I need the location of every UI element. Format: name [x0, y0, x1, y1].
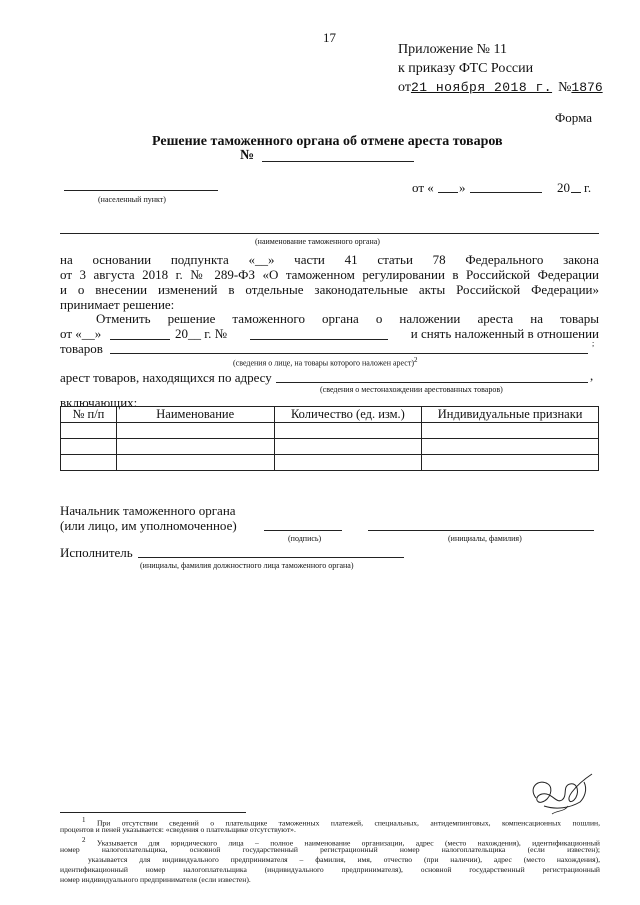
footnote-2-line3: указывается для индивидуального предпринимателя – фамилия, имя, отчество (при наличии), адрес (место нахождения), [88, 855, 600, 864]
word: на [530, 311, 543, 326]
place-line [64, 190, 218, 191]
location-caption: (сведения о местонахождении арестованных товаров) [320, 385, 503, 394]
footnote-2-line2: номер налогоплательщика, основной государственный регистрационный номер налогоплательщика (если известен); [60, 845, 600, 854]
table-cell[interactable] [422, 439, 599, 455]
appendix-line2: к приказу ФТС России [398, 61, 534, 76]
appendix-num-sign: № [558, 80, 572, 95]
person-caption-text: (сведения о лице, на товары которого наложен арест) [233, 358, 414, 368]
date-g: г. [584, 180, 592, 195]
order-number: 1876 [571, 80, 603, 95]
word: основании [92, 252, 152, 267]
place-caption: (населенный пункт) [98, 195, 166, 204]
appendix-line1: Приложение № 11 [398, 42, 507, 57]
table-row [61, 439, 599, 455]
date-day-line [438, 192, 458, 193]
executor-caption: (инициалы, фамилия должностного лица таможенного органа) [140, 561, 354, 570]
word: части [294, 252, 325, 267]
title-number-line [262, 161, 414, 162]
form-label: Форма [555, 110, 592, 125]
chief-line-2: (или лицо, им уполномоченное) [60, 518, 237, 533]
date-from: от « [412, 180, 434, 195]
location-comma: , [590, 368, 594, 383]
signature-caption: (подпись) [288, 534, 322, 543]
footnote-1-text: При отсутствии сведений о плательщике таможенных платежей, специальных, антидемпинговых, компенсационных пошлин, [96, 818, 600, 828]
table-cell[interactable] [61, 423, 117, 439]
table-header-row [61, 407, 599, 423]
word: Федерального [465, 252, 544, 267]
handwritten-signature [522, 770, 602, 820]
chief-line-1: Начальник таможенного органа [60, 503, 236, 518]
word: ареста [477, 311, 514, 326]
body-line-2: от 3 августа 2018 г. № 289-ФЗ «О таможенном регулировании в Российской Федерации [60, 267, 599, 282]
goods-word: товаров [60, 341, 103, 356]
decision-remove-text: и снять наложенный в отношении [410, 326, 599, 341]
table-cell[interactable] [422, 455, 599, 471]
word: закона [563, 252, 599, 267]
decision-number-line [250, 339, 388, 340]
footnote-2-line5: номер индивидуального предпринимателя (если известен). [60, 875, 251, 884]
executor-label: Исполнитель [60, 545, 133, 560]
word: на [60, 252, 73, 267]
semicolon: ; [592, 339, 595, 348]
decision-date-prefix: от «__» [60, 326, 102, 341]
word: 78 [432, 252, 446, 267]
date-year-line [571, 192, 581, 193]
table-cell[interactable] [61, 439, 117, 455]
goods-table [60, 406, 599, 471]
header-name: Наименование [116, 407, 274, 423]
header-features: Индивидуальные признаки [422, 407, 599, 423]
table-cell[interactable] [274, 439, 422, 455]
title-number-sign: № [240, 148, 255, 163]
table-row [61, 423, 599, 439]
word: органа [321, 311, 359, 326]
body-line-4: принимает решение: [60, 297, 175, 312]
authority-caption: (наименование таможенного органа) [255, 237, 380, 246]
table-cell[interactable] [61, 455, 117, 471]
table-cell[interactable] [422, 423, 599, 439]
authority-line [60, 233, 599, 234]
word: статьи [377, 252, 413, 267]
word: о [375, 311, 383, 326]
arrest-text: арест товаров, находящихся по адресу [60, 370, 272, 385]
date-year: 20 [557, 180, 570, 195]
body-line-1 [60, 252, 599, 268]
footnote-2-number: 2 [82, 836, 86, 844]
word: Отменить [96, 311, 151, 326]
document-title: Решение таможенного органа об отмене ареста товаров [152, 134, 503, 149]
header-number: № п/п [61, 407, 117, 423]
footnote-2-line4: идентификационный номер налогоплательщика (индивидуального предпринимателя), основной государственный регистрационный [60, 865, 600, 874]
footnote-1-line2: процентов и пеней указывается: «сведения о плательщике отсутствуют». [60, 825, 296, 834]
person-footnote-ref: 2 [414, 356, 418, 364]
appendix-from: от [398, 80, 411, 95]
initials-line [368, 530, 594, 531]
decision-month-line [110, 339, 170, 340]
word: подпункта [170, 252, 229, 267]
footnote-separator [60, 812, 246, 813]
date-quote: » [459, 180, 466, 195]
table-cell[interactable] [274, 455, 422, 471]
table-row [61, 455, 599, 471]
body-line-5 [96, 311, 599, 327]
footnote-2-text: Указывается для юридического лица – полное наименование организации, адрес (место нахождения), идентификационный [96, 838, 601, 848]
including-text: включающих: [60, 395, 138, 410]
header-quantity: Количество (ед. изм.) [274, 407, 422, 423]
word: товары [560, 311, 599, 326]
table-cell[interactable] [116, 439, 274, 455]
person-line [110, 353, 588, 354]
table-cell[interactable] [274, 423, 422, 439]
word: наложении [399, 311, 461, 326]
date-month-line [470, 192, 542, 193]
decision-year-num: 20__ г. № [175, 326, 228, 341]
table-cell[interactable] [116, 455, 274, 471]
footnote-1-number: 1 [82, 816, 86, 824]
person-caption [233, 356, 418, 368]
page-number: 17 [323, 30, 336, 45]
initials-caption: (инициалы, фамилия) [448, 534, 522, 543]
executor-line [138, 557, 404, 558]
word: «__» [248, 252, 275, 267]
word: решение [167, 311, 216, 326]
body-line-3: и о внесении изменений в отдельные законодательные акты Российской Федерации» [60, 282, 599, 297]
word: 41 [344, 252, 358, 267]
appendix-date-row [398, 80, 603, 96]
order-date: 21 ноября 2018 г. [410, 80, 553, 95]
location-line [276, 382, 588, 383]
signature-line [264, 530, 342, 531]
word: таможенного [232, 311, 305, 326]
table-cell[interactable] [116, 423, 274, 439]
